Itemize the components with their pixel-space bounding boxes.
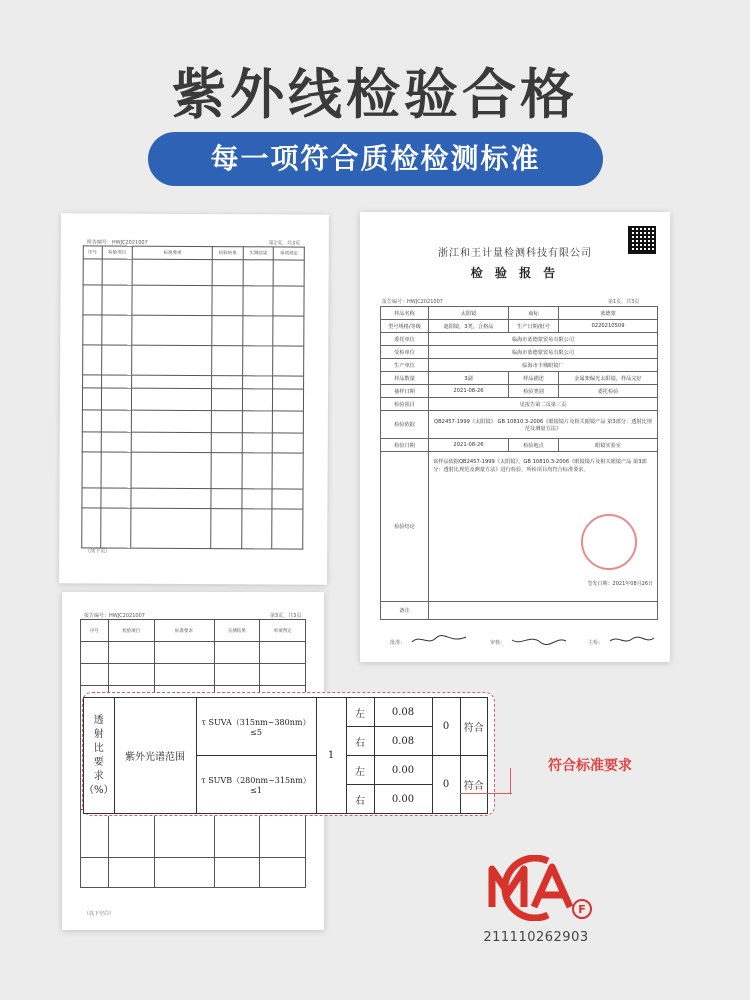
sample-count: 1 — [316, 698, 346, 814]
row-key: 备注 — [381, 602, 429, 620]
inspection-report-cover — [360, 212, 670, 662]
conclusion-cell — [429, 452, 658, 602]
sheet1-table — [81, 245, 305, 549]
row-key: 检验地点 — [509, 439, 559, 452]
issue-date: 签发日期：2021年08月26日 — [587, 581, 653, 587]
row-value: 遮阳镜，3类，合格品 — [429, 320, 509, 333]
row-key: 样品描述 — [509, 372, 559, 385]
sheet1-header-right: 第2页，共3页 — [268, 240, 301, 247]
report-page-2 — [59, 213, 329, 584]
row-key: 商标 — [509, 307, 559, 320]
uva-requirement: τ SUVA（315nm~380nm）≤5 — [196, 698, 316, 756]
report-page: 第1页，共3页 — [608, 299, 640, 305]
zero-value: 0 — [432, 698, 460, 756]
row-value: 委托检验 — [559, 385, 658, 398]
row-key: 检验类别 — [509, 385, 559, 398]
measured-value: 0.00 — [374, 756, 432, 785]
row-value: QB2457-1999《太阳镜》 GB 10810.3-2006《眼镜镜片及相关眼镜产品 第3部分：透射比规范及测量方法》 — [429, 411, 658, 439]
verdict-pass: 符合 — [460, 698, 487, 756]
callout-connector — [460, 793, 512, 794]
row-key: 检验依据 — [381, 411, 429, 439]
row-value: 3副 — [429, 372, 509, 385]
sheet3-footer: （以下空白） — [84, 911, 115, 917]
review-label: 审核： — [490, 640, 506, 646]
item-label: 透 射 比 要 求 （%） — [84, 698, 115, 814]
col-header: 实测结果 — [243, 247, 274, 260]
side-right: 右 — [346, 785, 374, 814]
callout-label: 符合标准要求 — [548, 758, 632, 774]
side-right: 右 — [346, 727, 374, 756]
zero-value: 0 — [432, 756, 460, 814]
callout-connector-vertical — [510, 768, 511, 794]
col-header: 检验项目 — [108, 620, 154, 642]
row-key: 样品数量 — [381, 372, 429, 385]
side-left: 左 — [346, 698, 374, 727]
row-value: 蓝德蒙 — [559, 307, 658, 320]
report-title: 检 验 报 告 — [470, 266, 560, 280]
row-key: 生产单位 — [381, 359, 429, 372]
row-value: 临海市蓝德蒙贸易有限公司 — [429, 346, 658, 359]
approve-label: 批准： — [390, 640, 406, 646]
row-value: 2021-08-26 — [429, 385, 509, 398]
row-key: 生产日期/批号 — [509, 320, 559, 333]
report-company: 浙江和王计量检测科技有限公司 — [438, 248, 592, 259]
report-no — [382, 298, 443, 305]
cma-number: 211110262903 — [483, 930, 589, 945]
row-value: 眼镜实验室 — [559, 439, 658, 452]
row-key: 型号规格/等级 — [381, 320, 429, 333]
uv-transmittance-highlight — [82, 692, 495, 816]
main-inspector-label: 主检： — [588, 640, 604, 646]
conclusion-text: 该样品依据QB2457-1999《太阳镜》，GB 10810.3-2006《眼镜镜片及相关眼镜产品 第3部分：透射比规范及测量方法》进行检验，所检项目均符合标准要求。 — [433, 459, 647, 474]
row-value: 临海市丰城眼镜厂 — [429, 359, 658, 372]
side-left: 左 — [346, 756, 374, 785]
verdict-pass: 符合 — [460, 756, 487, 814]
col-header: 实测结果 — [214, 620, 260, 642]
signature-review — [510, 632, 570, 648]
row-value: 金属架偏光太阳镜，样品完好 — [559, 372, 658, 385]
col-header: 标准要求 — [132, 246, 212, 259]
report-no-label: 报告编号： — [382, 299, 408, 305]
col-header: 单项判定 — [260, 620, 306, 642]
row-key: 样品名称 — [381, 307, 429, 320]
cma-logo-text: F — [578, 903, 586, 916]
col-header: 单项判定 — [274, 247, 305, 260]
report-table — [380, 306, 658, 620]
col-header: 序号 — [83, 246, 102, 259]
col-header: 序号 — [81, 620, 109, 642]
report-no-value: HWJC2021007 — [407, 299, 443, 305]
sheet1-footer: （续下页） — [85, 548, 111, 555]
sheet3-header-right: 第3页，共3页 — [270, 613, 302, 619]
row-value: 0220210509 — [559, 320, 658, 333]
row-key: 检验日期 — [381, 439, 429, 452]
sheet3-header-left: 报告编号：HWJC2021007 — [84, 613, 145, 619]
row-key: 受检单位 — [381, 346, 429, 359]
uvb-requirement: τ SUVB（280nm~315nm）≤1 — [196, 756, 316, 814]
subtitle-banner: 每一项符合质检检测标准 — [148, 132, 603, 186]
signature-approve — [410, 632, 470, 648]
row-value: 临海市蓝德蒙贸易有限公司 — [429, 333, 658, 346]
page-title: 紫外线检验合格 — [172, 63, 578, 126]
measured-value: 0.08 — [374, 698, 432, 727]
row-value: 太阳镜 — [429, 307, 509, 320]
row-value: 见报告第二页第三页 — [429, 398, 658, 411]
red-seal-stamp — [581, 514, 637, 570]
row-key: 检验项目 — [381, 398, 429, 411]
uv-transmittance-table — [83, 697, 488, 814]
measured-value: 0.00 — [374, 785, 432, 814]
uv-range-label: 紫外光谱范围 — [114, 698, 196, 814]
row-key: 检验结论 — [381, 452, 429, 602]
measured-value: 0.08 — [374, 727, 432, 756]
row-value: 2021-08-26 — [429, 439, 509, 452]
signature-main — [608, 632, 658, 648]
row-key: 抽样日期 — [381, 385, 429, 398]
cma-logo-icon — [478, 855, 596, 921]
col-header: 标准要求 — [154, 620, 214, 642]
col-header: 检验结果 — [212, 247, 243, 260]
sheet1-header-left: 报告编号：HWJC2021007 — [86, 239, 148, 246]
col-header: 检验项目 — [102, 246, 133, 259]
row-key: 委托单位 — [381, 333, 429, 346]
